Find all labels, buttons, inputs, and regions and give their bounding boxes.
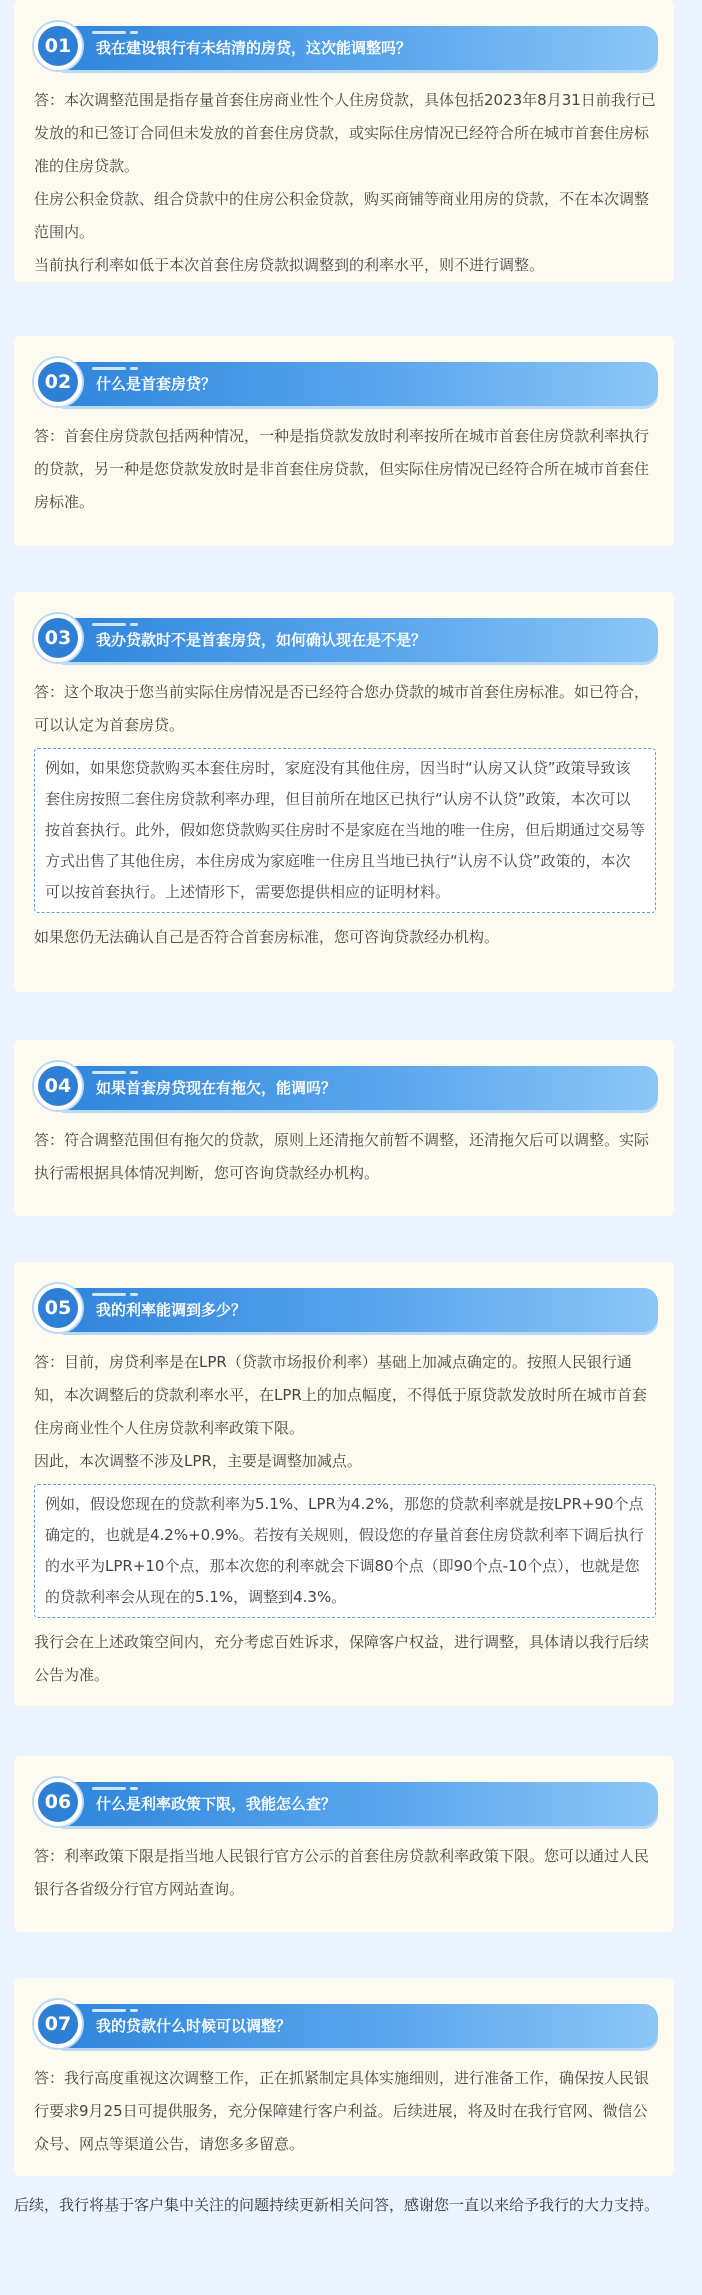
answer-paragraph: 答：这个取决于您当前实际住房情况是否已经符合您办贷款的城市首套住房标准。如已符合，可以认定为首套房贷。: [34, 683, 650, 734]
question-number-badge: 06: [34, 1778, 82, 1826]
question-header: [34, 1778, 656, 1830]
question-number-badge: 04: [34, 1062, 82, 1110]
question-header: [34, 358, 656, 410]
question-number-badge: 03: [34, 614, 82, 662]
closing-note: 后续，我行将基于客户集中关注的问题持续更新相关问答，感谢您一直以来给予我行的大力支持。: [14, 2196, 660, 2214]
question-text: 什么是利率政策下限，我能怎么查？: [96, 1795, 337, 1813]
question-banner: [60, 26, 658, 70]
faq-card-01: [14, 0, 674, 282]
example-note-text: 例如，如果您贷款购买本套住房时，家庭没有其他住房，因当时“认房又认贷”政策导致该套住房按照二套住房贷款利率办理，但目前所在地区已执行“认房不认贷”政策，本次可以按首套执行。此外，假如您贷款购买住房时不是家庭在当地的唯一住房，但后期通过交易等方式出售了其他住房，本住房成为家庭唯一住房且当地已执行“认房不认贷”政策的，本次可以按首套执行。上述情形下，需要您提供相应的证明材料。: [45, 759, 646, 901]
answer-paragraph: 答：本次调整范围是指存量首套住房商业性个人住房贷款，具体包括2023年8月31日前我行已发放的和已签订合同但未发放的首套住房贷款，或实际住房情况已经符合所在城市首套住房标准的住房贷款。: [34, 91, 656, 175]
question-text: 我在建设银行有未结清的房贷，这次能调整吗？: [96, 39, 412, 57]
question-text: 如果首套房贷现在有拖欠，能调吗？: [96, 1079, 337, 1097]
answer-paragraph: 如果您仍无法确认自己是否符合首套房标准，您可咨询贷款经办机构。: [34, 928, 500, 946]
question-header: [34, 614, 656, 666]
faq-card-02: [14, 336, 674, 546]
example-note-box: [34, 1484, 656, 1618]
question-banner: [60, 1782, 658, 1826]
answer-paragraph: 答：首套住房贷款包括两种情况，一种是指贷款发放时利率按所在城市首套住房贷款利率执行的贷款，另一种是您贷款发放时是非首套住房贷款，但实际住房情况已经符合所在城市首套住房标准。: [34, 427, 650, 511]
question-banner: [60, 2004, 658, 2048]
answer-paragraph: 因此，本次调整不涉及LPR，主要是调整加减点。: [34, 1452, 362, 1470]
question-banner: [60, 362, 658, 406]
answer-paragraph: 答：我行高度重视这次调整工作，正在抓紧制定具体实施细则，进行准备工作，确保按人民银行要求9月25日可提供服务，充分保障建行客户利益。后续进展，将及时在我行官网、微信公众号、网点等渠道公告，请您多多留意。: [34, 2069, 650, 2153]
question-header: [34, 1284, 656, 1336]
question-banner: [60, 1066, 658, 1110]
answer-paragraph: 住房公积金贷款、组合贷款中的住房公积金贷款，购买商铺等商业用房的贷款，不在本次调整范围内。: [34, 190, 650, 241]
answer-paragraph: 当前执行利率如低于本次首套住房贷款拟调整到的利率水平，则不进行调整。: [34, 256, 545, 274]
answer-paragraph: 答：符合调整范围但有拖欠的贷款，原则上还清拖欠前暂不调整，还清拖欠后可以调整。实际执行需根据具体情况判断，您可咨询贷款经办机构。: [34, 1131, 650, 1182]
answer-paragraph: 答：利率政策下限是指当地人民银行官方公示的首套住房贷款利率政策下限。您可以通过人民银行各省级分行官方网站查询。: [34, 1847, 650, 1898]
question-banner: [60, 1288, 658, 1332]
example-note-box: [34, 748, 656, 913]
faq-card-04: [14, 1040, 674, 1216]
question-text: 我办贷款时不是首套房贷，如何确认现在是不是？: [96, 631, 427, 649]
question-header: [34, 1062, 656, 1114]
faq-card-05: [14, 1262, 674, 1706]
question-header: [34, 2000, 656, 2052]
question-text: 我的利率能调到多少？: [96, 1301, 247, 1319]
question-number-badge: 07: [34, 2000, 82, 2048]
question-header: [34, 22, 656, 74]
faq-card-06: [14, 1756, 674, 1932]
answer-paragraph: 答：目前，房贷利率是在LPR（贷款市场报价利率）基础上加减点确定的。按照人民银行通知，本次调整后的贷款利率水平，在LPR上的加点幅度，不得低于原贷款发放时所在城市首套住房商业性个人住房贷款利率政策下限。: [34, 1353, 647, 1437]
question-banner: [60, 618, 658, 662]
faq-card-07: [14, 1978, 674, 2176]
example-note-text: 例如，假设您现在的贷款利率为5.1%、LPR为4.2%，那您的贷款利率就是按LPR+90个点确定的，也就是4.2%+0.9%。若按有关规则，假设您的存量首套住房贷款利率下调后执行的水平为LPR+10个点，那本次您的利率就会下调80个点（即90个点-10个点），也就是您的贷款利率会从现在的5.1%，调整到4.3%。: [45, 1495, 644, 1606]
question-text: 什么是首套房贷？: [96, 375, 217, 393]
answer-paragraph: 我行会在上述政策空间内，充分考虑百姓诉求，保障客户权益，进行调整，具体请以我行后续公告为准。: [34, 1633, 650, 1684]
question-number-badge: 02: [34, 358, 82, 406]
question-text: 我的贷款什么时候可以调整？: [96, 2017, 292, 2035]
question-number-badge: 05: [34, 1284, 82, 1332]
question-number-badge: 01: [34, 22, 82, 70]
faq-card-03: [14, 592, 674, 992]
